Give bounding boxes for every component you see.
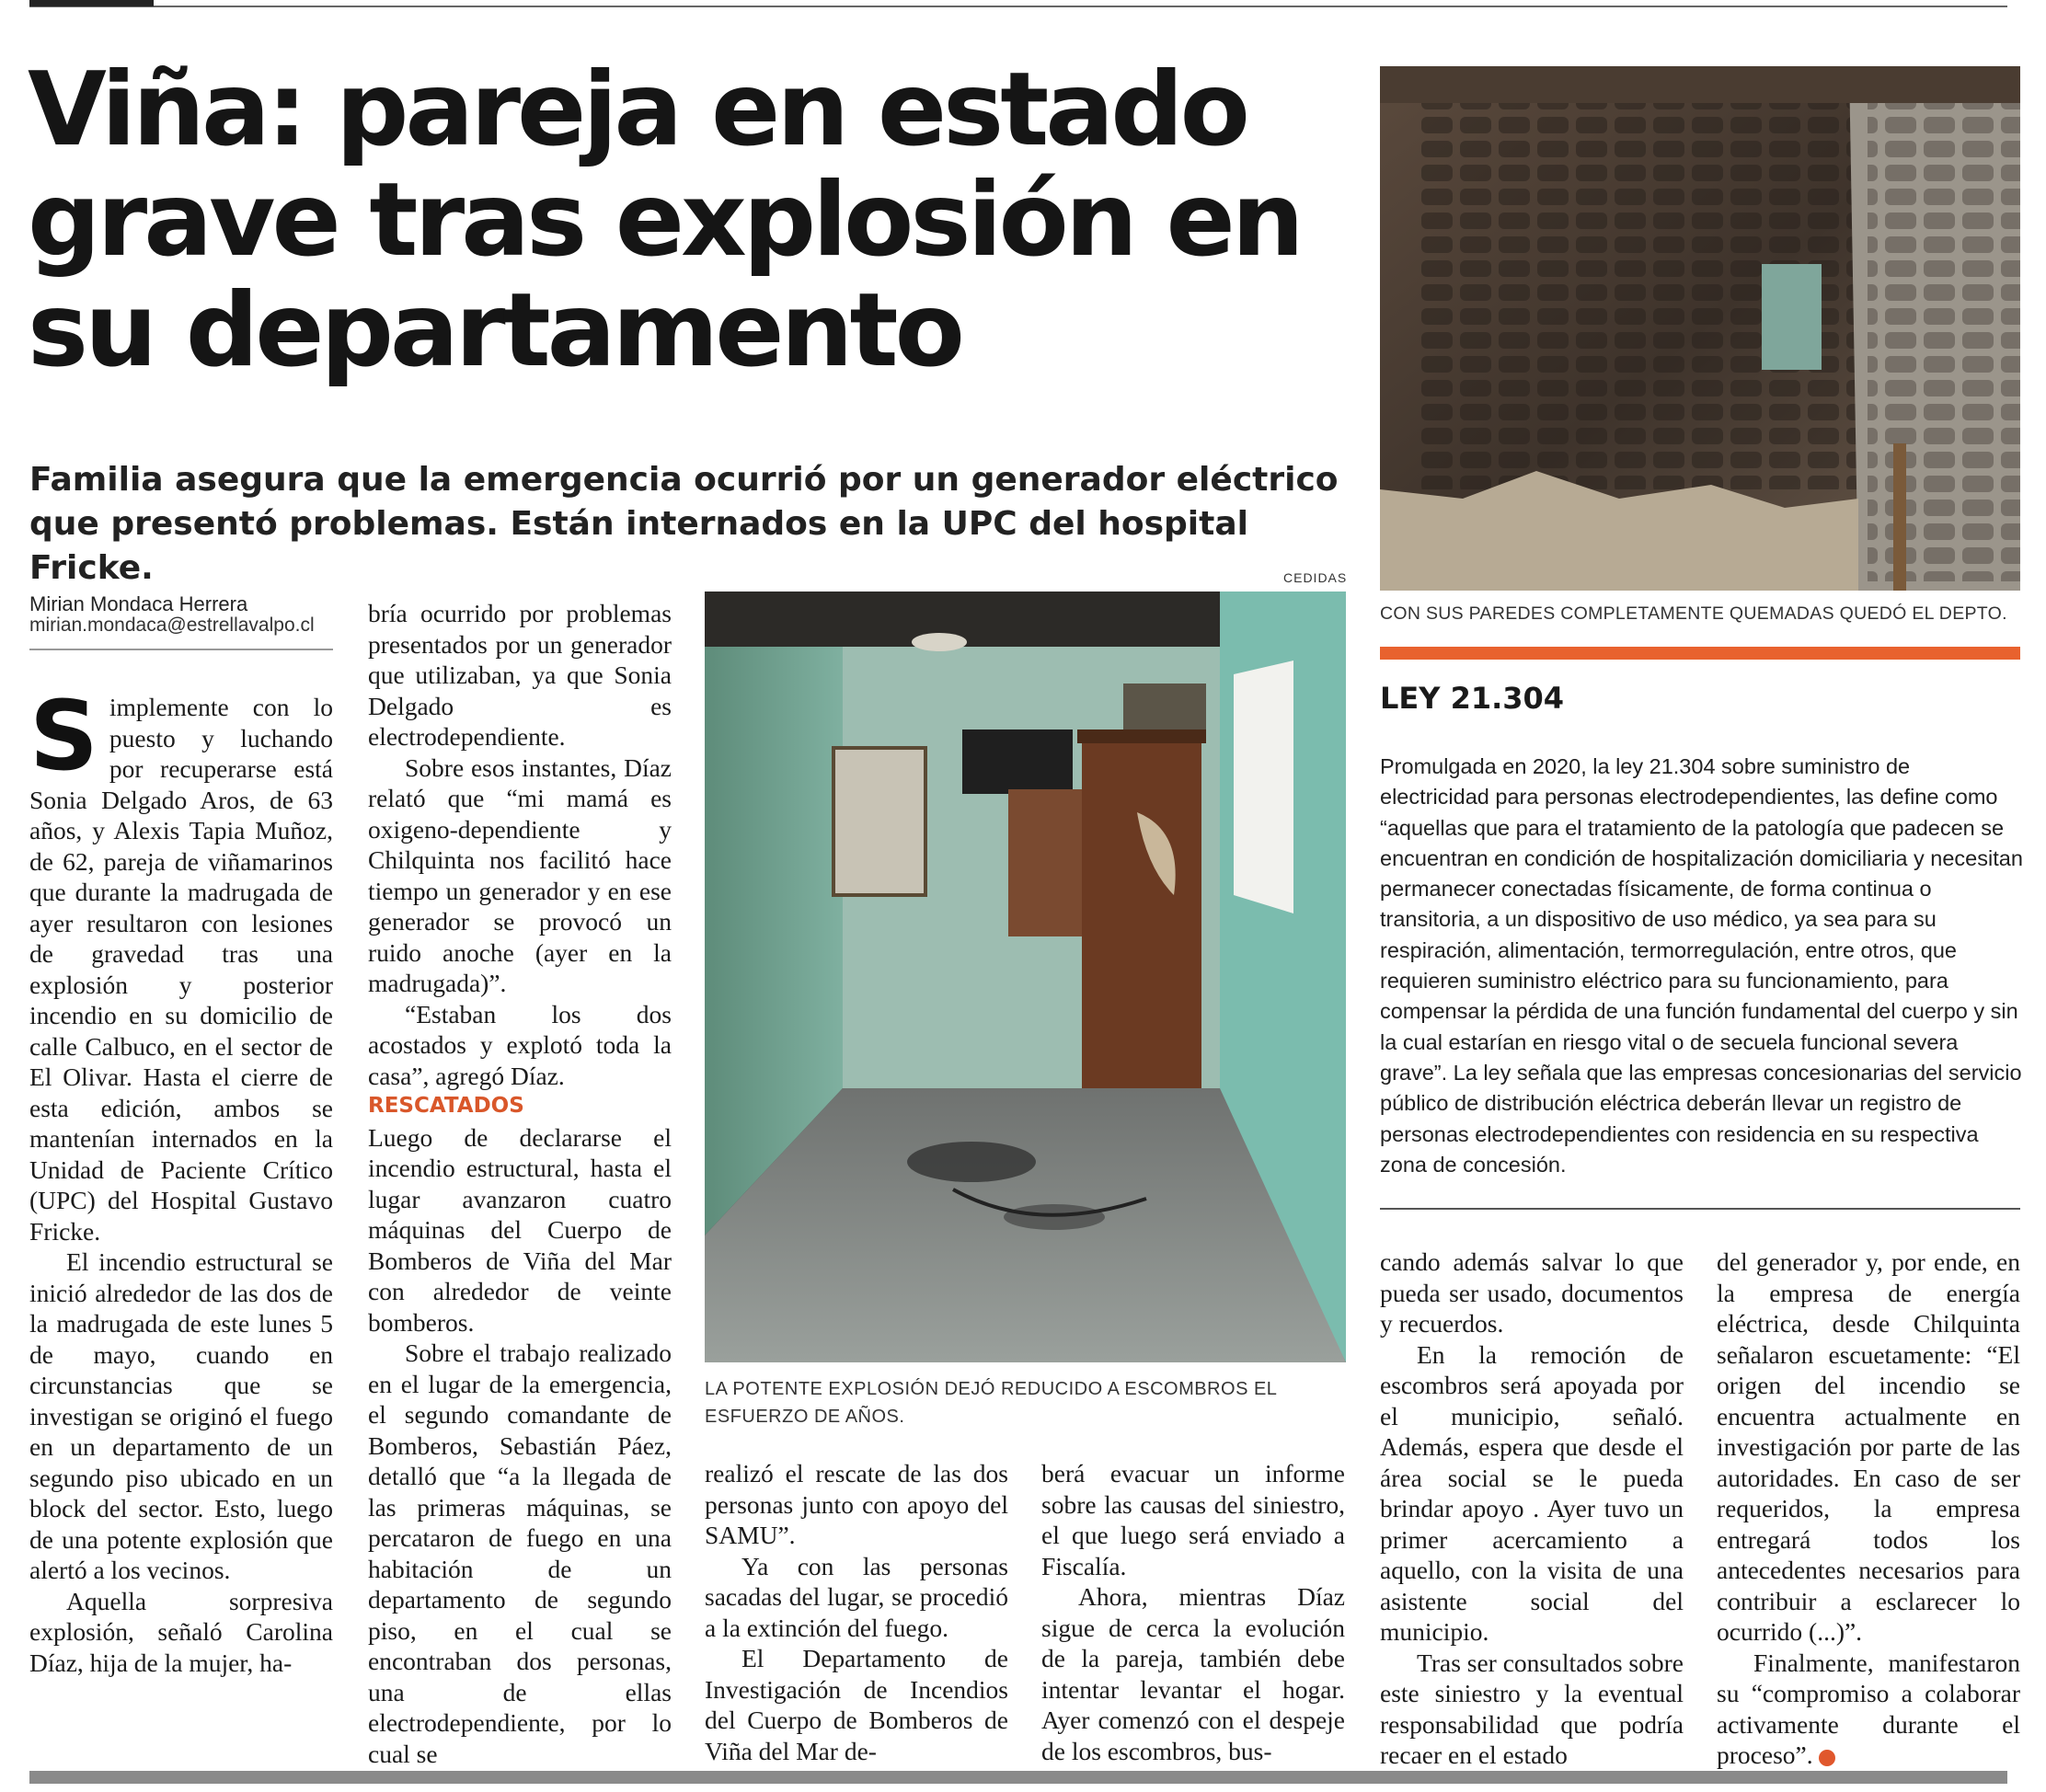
paragraph: Sobre el trabajo realizado en el lugar de la emergencia, el segundo comandante de Bomberos, Sebastián Páez, detalló que “a la llegada de las primeras máquinas, se percataron de fuego en una habitación de un departamento de segundo piso, en el cual se encontraban dos personas, una de ellas electrodependiente, por lo cual se — [368, 1338, 672, 1768]
section-tab — [29, 0, 154, 6]
paragraph: cando además salvar lo que pueda ser usado, documentos y recuerdos. — [1380, 1247, 1684, 1338]
room-photo — [705, 592, 1346, 1362]
paragraph: Tras ser consultados sobre este siniestro y la eventual responsabilidad que podría recaer en el estado — [1380, 1648, 1684, 1769]
paragraph — [1717, 1648, 2020, 1771]
sidebar-body: Promulgada en 2020, la ley 21.304 sobre suministro de electricidad para personas electrodependientes, las define como “aquellas que para el tratamiento de la patología que padecen se encuentran en condición de hospitalización domiciliaria y necesitan permanecer conectadas físicamente, de forma continua o transitoria, a un dispositivo de uso médico, ya sea para su respiración, alimentación, termorregulación, entre otros, que requieren suministro eléctrico para su funcionamiento, para compensar la pérdida de una función fundamental del cuerpo y sin la cual estarían en riesgo vital o de secuela funcional severa grave”. La ley señala que las empresas concesionarias del servicio público de distribución eléctrica deberán llevar un registro de personas electrodependientes con residencia en su respectiva zona de concesión. — [1380, 754, 2023, 1177]
room-photo-caption: LA POTENTE EXPLOSIÓN DEJÓ REDUCIDO A ESCOMBROS EL ESFUERZO DE AÑOS. — [705, 1379, 1277, 1427]
paragraph: El incendio estructural se inició alrededor de las dos de la madrugada de este lunes 5 de mayo, cuando en circunstancias que se investigan se originó el fuego en un departamento de un segundo piso ubicado en un block del sector. Esto, luego de una potente explosión que alertó a los vecinos. — [29, 1247, 333, 1584]
article-column-4 — [1041, 1458, 1345, 1766]
burned-wall-photo — [1380, 66, 2020, 591]
paragraph-text: Finalmente, manifestaron su “compromiso a colaborar activamente durante el proceso”. — [1717, 1648, 2020, 1769]
sidebar-title: LEY 21.304 — [1380, 681, 1565, 716]
paragraph-text: implemente con lo puesto y luchando por recuperarse está Sonia Delgado Aros, de 63 años, y Alexis Tapia Muñoz, de 62, pareja de viñamarinos que durante la madrugada de ayer resultaron con lesiones de gravedad tras una explosión y posterior incendio en su domicilio de calle Calbuco, en el sector de El Olivar. Hasta el cierre de esta edición, ambos se mantenían internados en la Unidad de Paciente Crítico (UPC) del Hospital Gustavo Fricke. — [29, 693, 333, 1246]
paragraph: Aquella sorpresiva explosión, señaló Carolina Díaz, hija de la mujer, ha- — [29, 1586, 333, 1677]
paragraph: Ahora, mientras Díaz sigue de cerca la evolución de la pareja, también debe intentar levantar el hogar. Ayer comenzó con el despeje de los escombros, bus- — [1041, 1582, 1345, 1765]
top-rule — [29, 6, 2007, 7]
article-column-1 — [29, 680, 333, 1678]
article-column-5 — [1380, 1246, 1684, 1771]
bottom-rule — [29, 1771, 2007, 1784]
byline-email: mirian.mondaca@estrellavalpo.cl — [29, 615, 315, 636]
paragraph: del generador y, por ende, en la empresa de energía eléctrica, desde Chilquinta señalaron escuetamente: “El origen del incendio se encuentra actualmente en investigación por parte de las autoridades. En caso de ser requeridos, la empresa entregará todos los antecedentes necesarios para contribuir a esclarecer lo ocurrido (...)”. — [1717, 1247, 2020, 1646]
end-of-article-icon: ✿ — [1819, 1750, 1835, 1766]
article-column-3 — [705, 1458, 1008, 1766]
paragraph: berá evacuar un informe sobre las causas del siniestro, el que luego será enviado a Fiscalía. — [1041, 1459, 1345, 1580]
paragraph: “Estaban los dos acostados y explotó toda la casa”, agregó Díaz. — [368, 999, 672, 1090]
byline-divider — [29, 649, 333, 650]
headline: Viña: pareja en estado grave tras explosión en su departamento — [28, 51, 1301, 390]
paragraph: Ya con las personas sacadas del lugar, se procedió a la extinción del fuego. — [705, 1551, 1008, 1642]
article-column-6 — [1717, 1246, 2020, 1771]
paragraph — [29, 680, 333, 1246]
photo-credit: CEDIDAS — [1283, 570, 1348, 585]
paragraph: El Departamento de Investigación de Incendios del Cuerpo de Bomberos de Viña del Mar de- — [705, 1644, 1008, 1765]
byline-author: Mirian Mondaca Herrera — [29, 592, 248, 615]
sidebar-divider — [1380, 1208, 2020, 1210]
wall-photo-caption: CON SUS PAREDES COMPLETAMENTE QUEMADAS QUEDÓ EL DEPTO. — [1380, 603, 2007, 624]
paragraph: bría ocurrido por problemas presentados por un generador que utilizaban, ya que Sonia Delgado es electrodependiente. — [368, 599, 672, 751]
drop-cap: S — [29, 680, 98, 792]
paragraph: Luego de declararse el incendio estructural, hasta el lugar avanzaron cuatro máquinas del Cuerpo de Bomberos de Viña del Mar con alrededor de veinte bomberos. — [368, 1122, 672, 1337]
paragraph: En la remoción de escombros será apoyada por el municipio, señaló. Además, espera que desde el área social se le pueda brindar apoyo . Ayer tuvo un primer acercamiento a aquello, con la visita de una asistente social del municipio. — [1380, 1339, 1684, 1646]
sidebar-accent-bar — [1380, 647, 2020, 660]
section-subhead: RESCATADOS — [368, 1094, 524, 1118]
article-column-2 — [368, 598, 672, 1769]
paragraph: realizó el rescate de las dos personas junto con apoyo del SAMU”. — [705, 1459, 1008, 1549]
subheadline: Familia asegura que la emergencia ocurrió por un generador eléctrico que presentó problemas. Están internados en la UPC del hospital Fricke. — [29, 461, 1339, 587]
paragraph: Sobre esos instantes, Díaz relató que “mi mamá es oxigeno-dependiente y Chilquinta nos facilitó hace tiempo un generador y en ese generador se provocó un ruido anoche (ayer en la madrugada)”. — [368, 752, 672, 997]
